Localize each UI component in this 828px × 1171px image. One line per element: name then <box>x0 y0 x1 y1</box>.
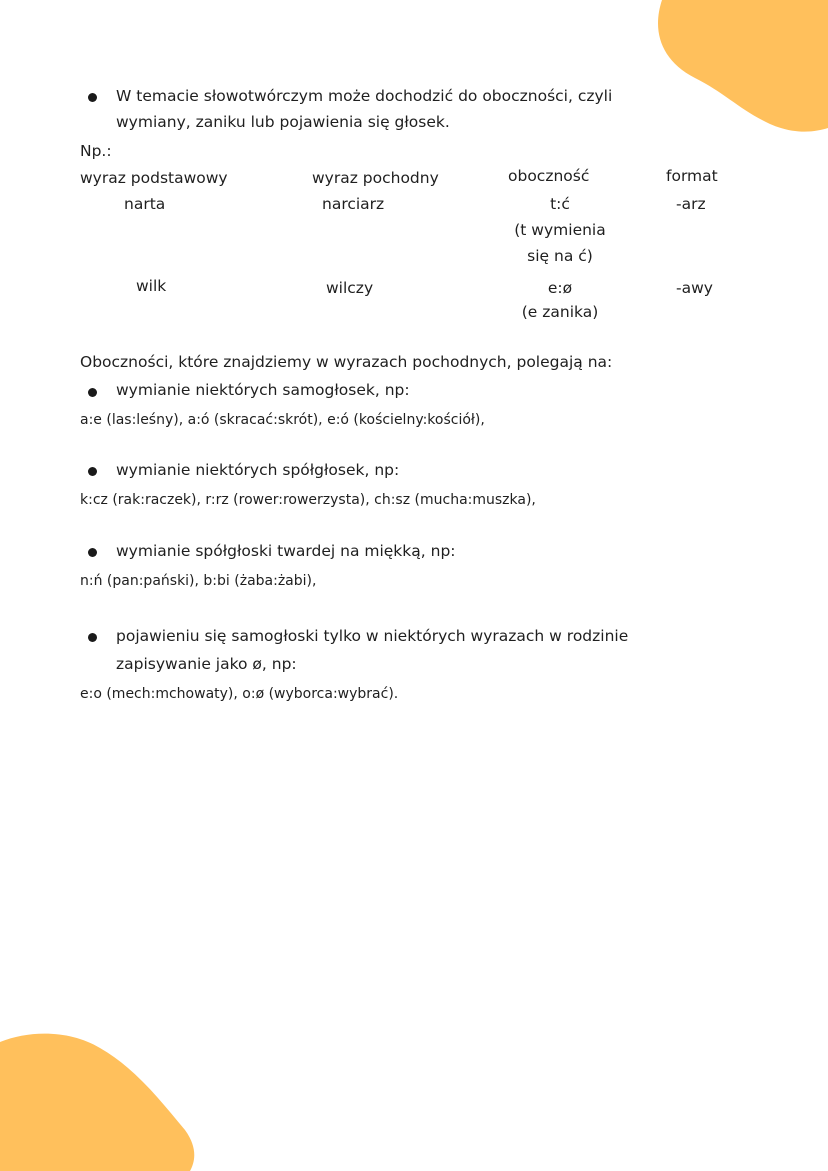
item2-head: wymianie niektórych spółgłosek, np: <box>116 461 400 479</box>
header-base-word: wyraz podstawowy <box>80 169 228 187</box>
header-derived-word: wyraz pochodny <box>312 169 439 187</box>
row2-alternation-2: (e zanika) <box>521 303 599 321</box>
item4-examples: e:o (mech:mchowaty), o:ø (wyborca:wybrać). <box>80 686 399 702</box>
item3-head: wymianie spółgłoski twardej na miękką, np: <box>116 542 456 560</box>
item1-head: wymianie niektórych samogłosek, np: <box>116 381 410 399</box>
bullet-icon <box>88 93 97 102</box>
intro-line-2: wymiany, zaniku lub pojawienia się głosek. <box>116 113 450 131</box>
item4-head-1: pojawieniu się samogłoski tylko w niektórych wyrazach w rodzinie <box>116 627 629 645</box>
bullet-icon <box>88 467 97 476</box>
top-right-blob <box>640 0 828 135</box>
row2-formant: -awy <box>676 279 713 297</box>
row2-base: wilk <box>136 277 167 295</box>
item1-examples: a:e (las:leśny), a:ó (skracać:skrót), e:ó (kościelny:kościół), <box>80 412 485 428</box>
row1-derived: narciarz <box>322 195 385 213</box>
bullet-icon <box>88 633 97 642</box>
row1-base: narta <box>124 195 166 213</box>
item2-examples: k:cz (rak:raczek), r:rz (rower:rowerzysta), ch:sz (mucha:muszka), <box>80 492 536 508</box>
bullet-icon <box>88 548 97 557</box>
intro-line-1: W temacie słowotwórczym może dochodzić do oboczności, czyli <box>116 87 613 105</box>
row1-formant: -arz <box>676 195 706 213</box>
item3-examples: n:ń (pan:pański), b:bi (żaba:żabi), <box>80 573 317 589</box>
row2-derived: wilczy <box>326 279 374 297</box>
row2-alternation-1: e:ø <box>547 279 573 297</box>
item4-head-2: zapisywanie jako ø, np: <box>116 655 297 673</box>
header-alternation: oboczność <box>508 167 590 185</box>
np-label: Np.: <box>80 142 112 160</box>
row1-alternation-2: (t wymienia <box>514 221 606 239</box>
bottom-left-blob <box>0 1030 200 1171</box>
row1-alternation-3: się na ć) <box>527 247 593 265</box>
bullet-icon <box>88 388 97 397</box>
row1-alternation-1: t:ć <box>550 195 570 213</box>
section-title: Oboczności, które znajdziemy w wyrazach pochodnych, polegają na: <box>80 353 613 371</box>
header-formant: format <box>666 167 718 185</box>
